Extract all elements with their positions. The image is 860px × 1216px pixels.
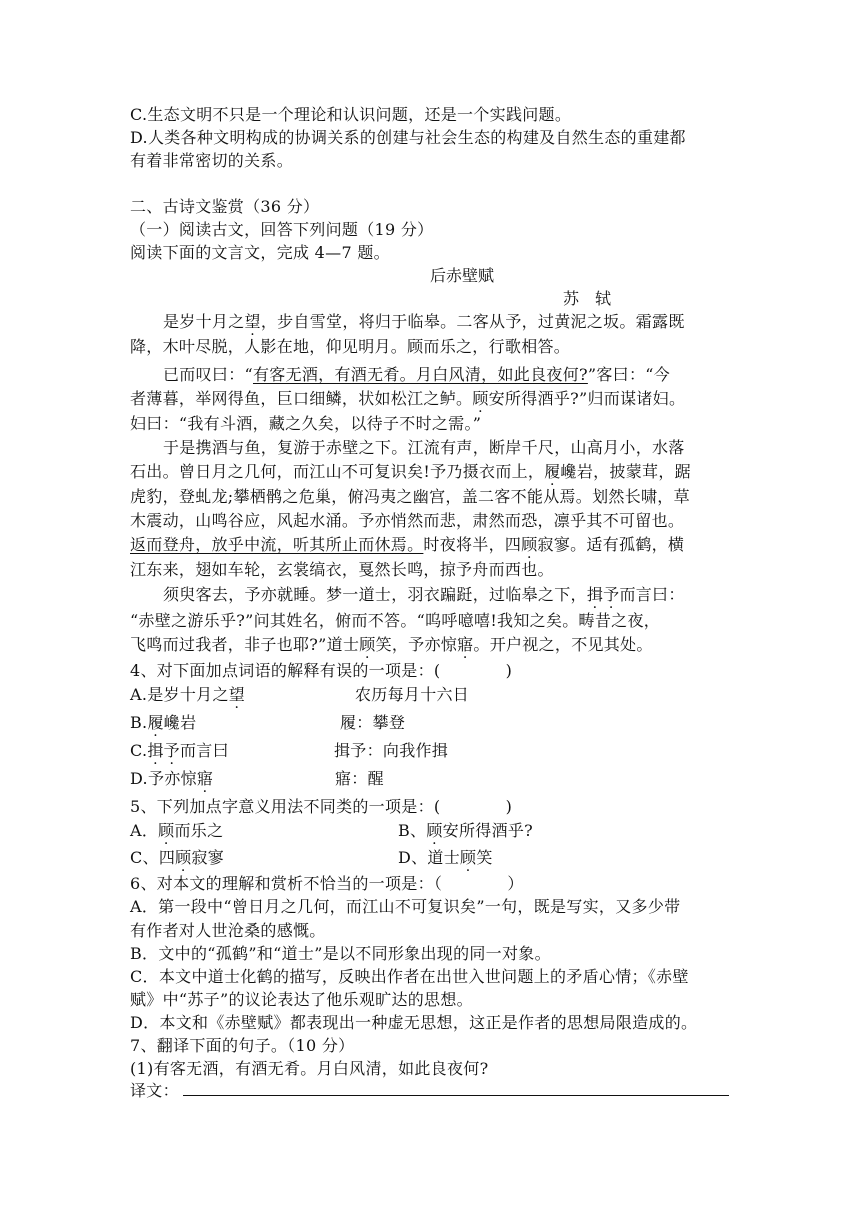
question-4-option-d: D.予亦惊寤	[130, 769, 214, 788]
question-4-option-b: B.履巉岩	[130, 713, 197, 732]
translation-answer-line[interactable]	[183, 1095, 729, 1096]
emphasis-dot-word: 履	[544, 462, 561, 481]
subsection-heading: （一）阅读古文，回答下列问题（19 分）	[130, 220, 434, 239]
question-5-stem: 5、下列加点字意义用法不同类的一项是：( )	[130, 797, 513, 816]
question-4-option-a-explanation: 农历每月十六日	[355, 685, 470, 704]
section-heading: 二、古诗文鉴赏（36 分）	[130, 197, 320, 216]
question-6-option-c-line2: 赋》中“苏子”的议论表达了他乐观旷达的思想。	[130, 990, 473, 1009]
question-4-option-d-explanation: 寤：醒	[335, 769, 384, 788]
emphasis-dot-word: 顾	[158, 821, 175, 840]
translation-label: 译文：	[130, 1081, 179, 1100]
emphasis-dot-word: 寤	[196, 769, 214, 788]
question-6-stem: 6、对本文的理解和赏析不恰当的一项是：（ ）	[130, 874, 524, 893]
instruction: 阅读下面的文言文，完成 4—7 题。	[130, 243, 390, 262]
passage-p1-line1: 是岁十月之望，步自雪堂，将归于临皋。二客从予，过黄泥之坂。霜露既	[163, 312, 685, 331]
question-7-stem: 7、翻译下面的句子。（10 分）	[130, 1036, 355, 1055]
question-4-option-b-explanation: 履：攀登	[340, 713, 406, 732]
emphasis-dot-word: 顾	[175, 848, 192, 867]
emphasis-dot-word: 履	[147, 713, 164, 732]
option-d-prev-line1: D.人类各种文明构成的协调关系的创建与社会生态的构建及自然生态的重建都	[130, 128, 686, 147]
emphasis-dot-word: 望	[244, 312, 261, 331]
emphasis-dot-word: 予	[603, 585, 620, 604]
passage-p2-line2: 者薄暮，举网得鱼，巨口细鳞，状如松江之鲈。顾安所得酒乎?”归而谋诸妇。	[130, 389, 686, 408]
emphasis-dot-word: 揖	[147, 741, 164, 760]
underlined-sentence: 有客无酒，有酒无肴。月白风清，如此良夜何?	[252, 365, 588, 384]
passage-p1-line2: 降，木叶尽脱，人影在地，仰见明月。顾而乐之，行歌相答。	[130, 337, 571, 356]
emphasis-dot-word: 望	[228, 685, 246, 704]
question-5-option-a: A．顾而乐之	[130, 821, 224, 840]
passage-p3-line3: 虎豹，登虬龙;攀栖鹘之危巢，俯冯夷之幽宫，盖二客不能从焉。划然长啸，草	[130, 487, 690, 506]
passage-p3-line4: 木震动，山鸣谷应，风起水涌。予亦悄然而悲，肃然而恐，凛乎其不可留也。	[130, 511, 685, 530]
passage-p3-line1: 于是携酒与鱼，复游于赤壁之下。江流有声，断岸千尺，山高月小，水落	[163, 438, 685, 457]
passage-p2-line1: 已而叹曰：“有客无酒，有酒无肴。月白风清，如此良夜何?”客曰：“今	[163, 365, 671, 384]
passage-p3-line6: 江东来，翅如车轮，玄裳缟衣，戛然长鸣，掠予舟而西也。	[130, 560, 554, 579]
question-4-option-c-explanation: 揖予：向我作揖	[334, 741, 449, 760]
emphasis-dot-word: 顾	[521, 535, 538, 554]
passage-p4-line3: 飞鸣而过我者，非子也耶?”道士顾笑，予亦惊寤。开户视之，不见其处。	[130, 635, 653, 654]
passage-p3-line2: 石出。曾日月之几何，而江山不可复识矣!予乃摄衣而上，履巉岩，披蒙茸，踞	[130, 462, 691, 481]
passage-p4-line2: “赤壁之游乐乎?”问其姓名，俯而不答。“呜呼噫嘻!我知之矣。畴昔之夜，	[130, 611, 661, 630]
emphasis-dot-word: 顾	[359, 635, 376, 654]
passage-title: 后赤壁赋	[430, 266, 495, 285]
emphasis-dot-word: 顾	[460, 848, 477, 867]
emphasis-dot-word: 寤	[457, 635, 474, 654]
emphasis-dot-word: 揖	[586, 585, 604, 604]
emphasis-dot-word: 顾	[426, 821, 443, 840]
question-7-sentence-1: (1)有客无酒，有酒无肴。月白风清，如此良夜何?	[130, 1059, 489, 1078]
question-4-option-c: C.揖予而言曰	[130, 741, 229, 760]
emphasis-dot-word: 予	[163, 741, 180, 760]
underlined-sentence: 返而登舟，放乎中流，听其所止而休焉。	[130, 535, 424, 554]
passage-p4-line1: 须臾客去，予亦就睡。梦一道士，羽衣蹁跹，过临皋之下，揖予而言曰：	[163, 585, 685, 604]
question-5-option-b: B、顾安所得酒乎?	[398, 821, 534, 840]
passage-p2-line3: 妇曰：“我有斗酒，藏之久矣，以待子不时之需。”	[130, 414, 482, 433]
question-5-option-d: D、道士顾笑	[398, 848, 493, 867]
question-6-option-a-line1: A．第一段中“曾日月之几何，而江山不可复识矣”一句，既是写实，又多少带	[130, 897, 681, 916]
question-6-option-a-line2: 有作者对人世沧桑的感慨。	[130, 921, 326, 940]
option-d-prev-line2: 有着非常密切的关系。	[130, 151, 294, 170]
emphasis-dot-word: 顾	[472, 389, 489, 408]
question-5-option-c: C、四顾寂寥	[130, 848, 225, 867]
question-6-option-c-line1: C．本文中道士化鹤的描写，反映出作者在出世入世问题上的矛盾心情；《赤壁	[130, 967, 689, 986]
passage-author: 苏 轼	[563, 289, 612, 308]
passage-p3-line5: 返而登舟，放乎中流，听其所止而休焉。时夜将半，四顾寂寥。适有孤鹤，横	[130, 535, 685, 554]
question-4-stem: 4、对下面加点词语的解释有误的一项是：( )	[130, 661, 513, 680]
question-6-option-b: B．文中的“孤鹤”和“道士”是以不同形象出现的同一对象。	[130, 944, 551, 963]
question-4-option-a: A.是岁十月之望	[130, 685, 246, 704]
question-6-option-d: D．本文和《赤壁赋》都表现出一种虚无思想，这正是作者的思想局限造成的。	[130, 1013, 698, 1032]
option-c-prev: C.生态文明不只是一个理论和认识问题，还是一个实践问题。	[130, 105, 572, 124]
